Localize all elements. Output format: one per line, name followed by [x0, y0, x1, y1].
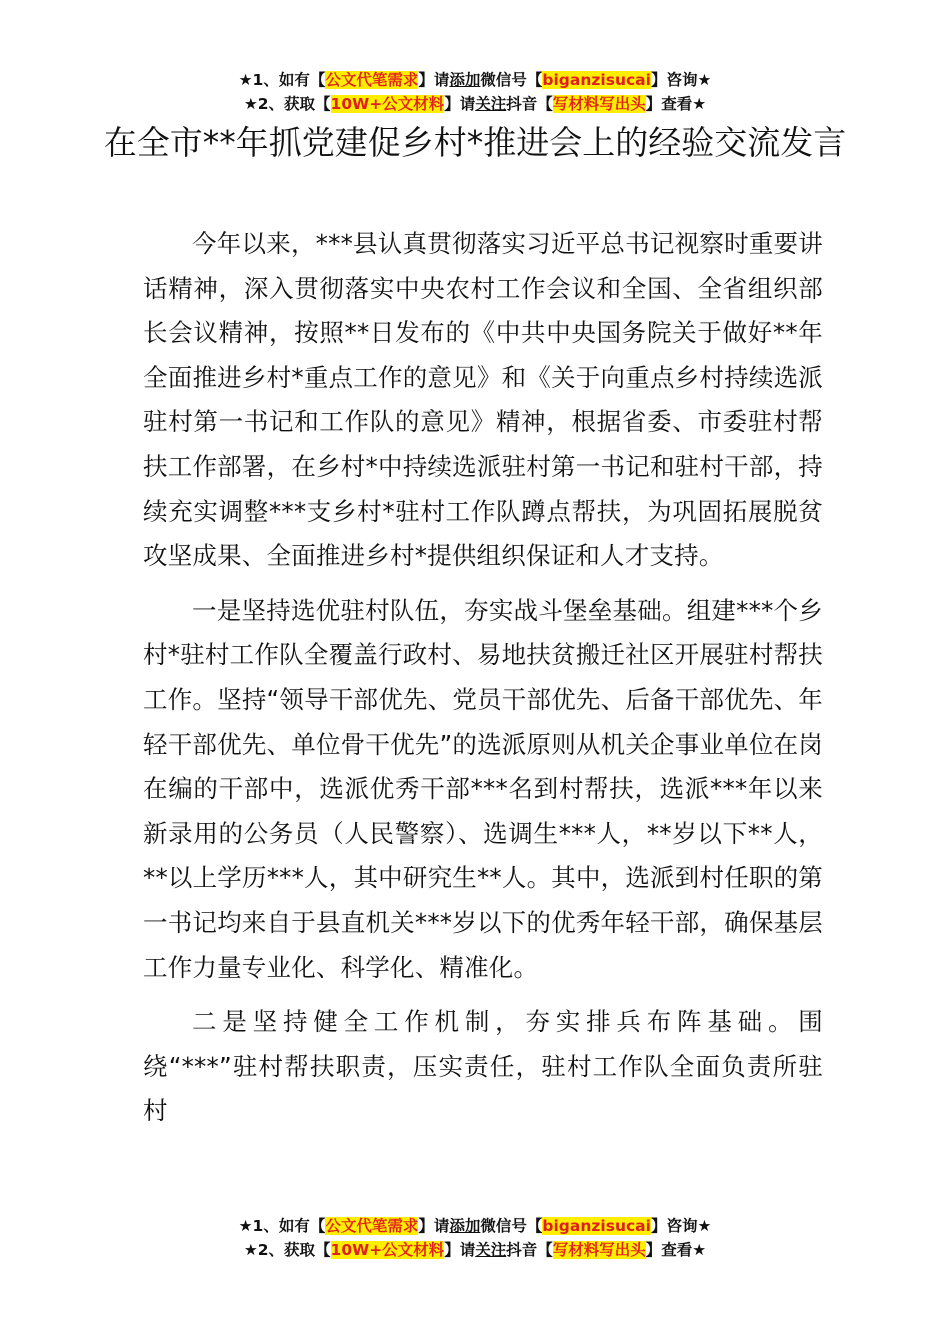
paragraph-point-1: 一是坚持选优驻村队伍，夯实战斗堡垒基础。组建***个乡村*驻村工作队全覆盖行政村、易地扶贫搬迁社区开展驻村帮扶工作。坚持“领导干部优先、党员干部优先、后备干部优先、年轻干部优先、单位骨干优先”的选派原则从机关企事业单位在岗在编的干部中，选派优秀干部***名到村帮扶，选派***年以来新录用的公务员（人民警察）、选调生***人，**岁以下**人，**以上学历***人，其中研究生**人。其中，选派到村任职的第一书记均来自于县直机关***岁以下的优秀年轻干部，确保基层工作力量专业化、科学化、精准化。 [143, 595, 823, 982]
banner-text: 】查看★ [645, 95, 707, 113]
header-banner [0, 68, 950, 116]
paragraph-intro: 今年以来，***县认真贯彻落实习近平总书记视察时重要讲话精神，深入贯彻落实中央农村工作会议和全国、全省组织部长会议精神，按照**日发布的《中共中央国务院关于做好**年全面推进乡村*重点工作的意见》和《关于向重点乡村持续选派驻村第一书记和工作队的意见》精神，根据省委、市委驻村帮扶工作部署，在乡村*中持续选派驻村第一书记和驻村干部，持续充实调整***支乡村*驻村工作队蹲点帮扶，为巩固拓展脱贫攻坚成果、全面推进乡村*提供组织保证和人才支持。 [143, 229, 823, 571]
banner-highlight: 写材料写出头 [552, 95, 646, 113]
banner-line-1 [0, 1214, 950, 1238]
banner-text: 抖音【 [506, 1241, 553, 1259]
banner-text: 】请 [418, 1217, 450, 1235]
paragraph-point-2: 二是坚持健全工作机制，夯实排兵布阵基础。围绕“***”驻村帮扶职责，压实责任，驻村工作队全面负责所驻村 [143, 1007, 823, 1126]
banner-text: ★2、获取【 [243, 1241, 331, 1259]
banner-highlight: 写材料写出头 [552, 1241, 646, 1259]
banner-text: 微信号【 [480, 1217, 543, 1235]
banner-text: 】查看★ [645, 1241, 707, 1259]
footer-banner [0, 1214, 950, 1262]
banner-highlight: biganzisucai [542, 71, 651, 89]
banner-highlight: 公文代笔需求 [325, 1217, 419, 1235]
banner-text: 】请 [444, 1241, 476, 1259]
banner-line-2 [0, 1238, 950, 1262]
banner-underlined-text: 关注 [475, 1241, 507, 1259]
banner-highlight: biganzisucai [542, 1217, 651, 1235]
banner-line-1 [0, 68, 950, 92]
document-body [143, 222, 823, 1144]
banner-underlined-text: 添加 [449, 71, 481, 89]
banner-text: 微信号【 [480, 71, 543, 89]
banner-text: 】咨询★ [650, 71, 712, 89]
document-title: 在全市**年抓党建促乡村*推进会上的经验交流发言 [103, 123, 847, 162]
banner-underlined-text: 添加 [449, 1217, 481, 1235]
banner-underlined-text: 关注 [475, 95, 507, 113]
banner-line-2 [0, 92, 950, 116]
banner-text: 抖音【 [506, 95, 553, 113]
banner-text: 】请 [418, 71, 450, 89]
banner-text: ★2、获取【 [243, 95, 331, 113]
banner-text: ★1、如有【 [238, 1217, 326, 1235]
banner-highlight: 10W+公文材料 [330, 1241, 445, 1259]
banner-text: 】请 [444, 95, 476, 113]
banner-text: 】咨询★ [650, 1217, 712, 1235]
banner-highlight: 10W+公文材料 [330, 95, 445, 113]
banner-highlight: 公文代笔需求 [325, 71, 419, 89]
banner-text: ★1、如有【 [238, 71, 326, 89]
